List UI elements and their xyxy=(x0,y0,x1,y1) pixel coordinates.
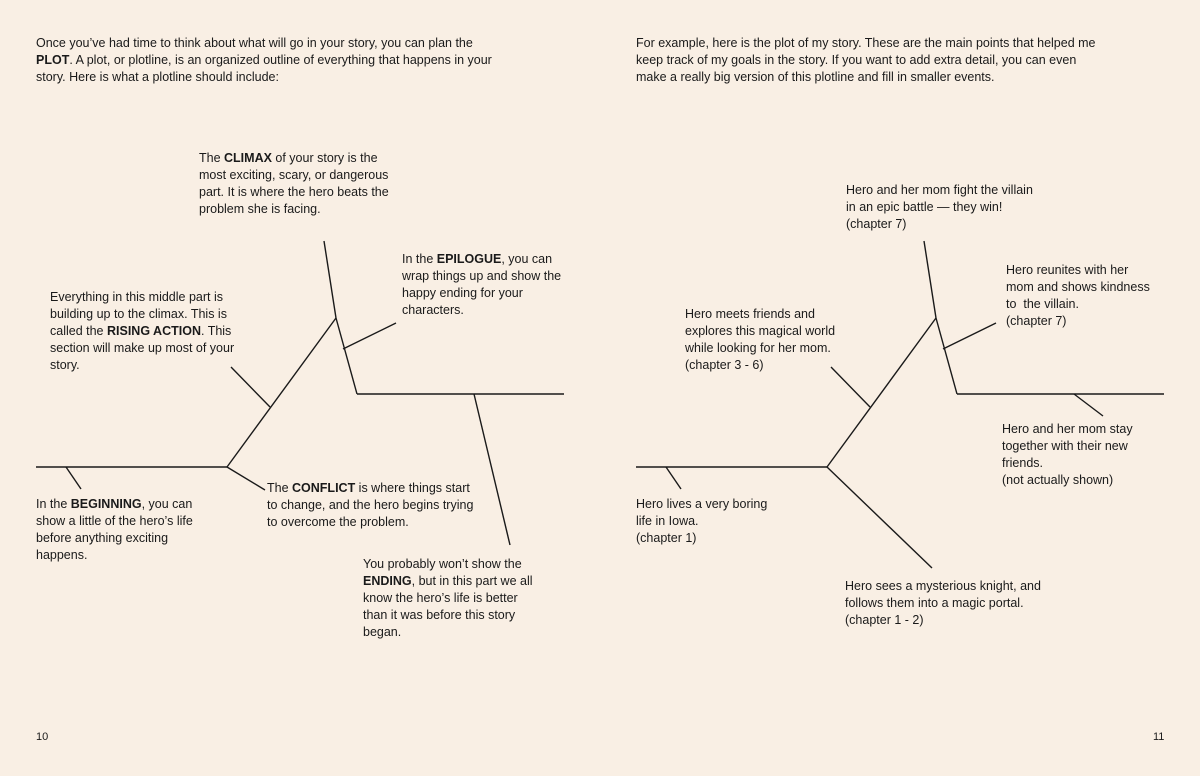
rising-action-label: Everything in this middle part is building up to the climax. This is called the RISING ACTION. This section will make up most of your story. xyxy=(50,290,235,372)
conflict-event-label: Hero sees a mysterious knight, and follows them into a magic portal. (chapter 1 - 2) xyxy=(845,579,1041,627)
conflict-label: The CONFLICT is where things start to change, and the hero begins trying to overcome the problem. xyxy=(267,481,474,529)
ending-label: You probably won’t show the ENDING, but in this part we all know the hero’s life is better than it was before this story began. xyxy=(363,557,533,639)
epilogue-label: In the EPILOGUE, you can wrap things up and show the happy ending for your characters. xyxy=(402,252,562,317)
beginning-label: In the BEGINNING, you can show a little of the hero’s life before anything exciting happens. xyxy=(36,497,193,562)
page-number: 11 xyxy=(1153,731,1165,743)
climax-line-upper xyxy=(924,241,936,318)
conflict-tick xyxy=(227,467,265,490)
conflict-line xyxy=(827,467,932,568)
falling-line xyxy=(936,318,957,394)
ending-tick xyxy=(1074,394,1103,416)
climax-line-upper xyxy=(324,241,336,318)
epilogue-tick xyxy=(343,323,396,349)
beginning-event-label: Hero lives a very boring life in Iowa. (chapter 1) xyxy=(636,497,768,545)
page-number: 10 xyxy=(36,731,49,743)
ending-event-label: Hero and her mom stay together with their new friends. (not actually shown) xyxy=(1002,422,1133,487)
rising-event-label: Hero meets friends and explores this magical world while looking for her mom. (chapter 3 - 6) xyxy=(685,307,836,372)
right-page xyxy=(600,0,1200,776)
epilogue-tick xyxy=(943,323,996,349)
climax-event-label: Hero and her mom fight the villain in an epic battle — they win! (chapter 7) xyxy=(846,183,1033,231)
climax-label: The CLIMAX of your story is the most exciting, scary, or dangerous part. It is where the hero beats the problem she is facing. xyxy=(199,151,389,216)
intro-text: For example, here is the plot of my story. These are the main points that helped me keep track of my goals in the story. If you want to add extra detail, you can even make a really big version of this plotline and fill in smaller events. xyxy=(636,36,1096,84)
falling-line xyxy=(336,318,357,394)
beginning-tick xyxy=(666,467,681,489)
beginning-tick xyxy=(66,467,81,489)
plotline-diagram-right xyxy=(600,0,1200,776)
intro-text: Once you’ve had time to think about what will go in your story, you can plan the PLOT. A plot, or plotline, is an organized outline of everything that happens in your story. Here is what a plotline should include: xyxy=(36,36,492,84)
epilogue-event-label: Hero reunites with her mom and shows kindness to the villain. (chapter 7) xyxy=(1006,263,1150,328)
